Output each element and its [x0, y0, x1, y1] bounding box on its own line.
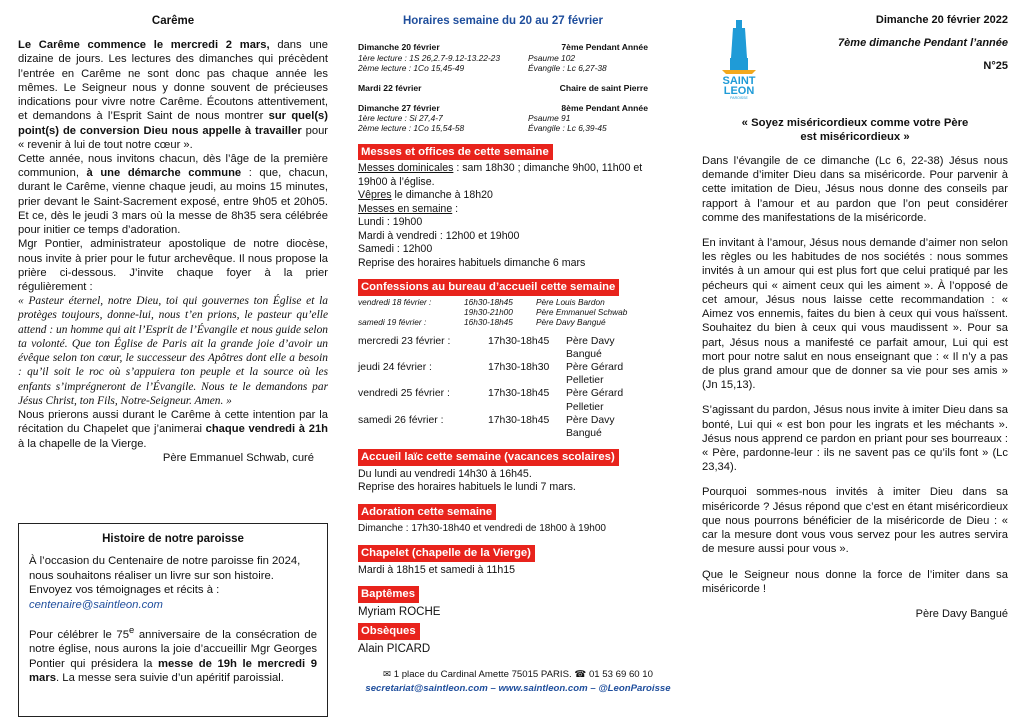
confession-priest: Père Davy Bangué [566, 335, 615, 360]
section-chapelet: Chapelet (chapelle de la Vierge) Mardi à 18h15 et samedi à 11h15 [358, 545, 648, 577]
confession-priest: Père Louis Bardon [536, 296, 605, 307]
edito-body [702, 154, 1008, 596]
confession-day: jeudi 24 février : [358, 362, 432, 374]
confession-row [358, 414, 648, 440]
confession-priest: Père Emmanuel Schwab [536, 306, 628, 317]
schedule-day-liturgy: 8ème Pendant Année [561, 103, 648, 114]
schedule-day [358, 42, 648, 72]
reading-left: 1ère lecture : 1S 26,2.7-9.12-13.22-23 [358, 52, 501, 63]
schedule-day [358, 103, 648, 133]
weekday-mass-line: Reprise des horaires habituels dimanche 6 mars [358, 256, 586, 269]
svg-text:PAROISSE: PAROISSE [730, 96, 748, 100]
chapelet-header: Chapelet (chapelle de la Vierge) [358, 545, 535, 561]
schedule-day-liturgy: 7ème Pendant Année [561, 42, 648, 53]
confession-row [358, 318, 648, 328]
edito-paragraph: S’agissant du pardon, Jésus nous invite à imiter Dieu dans sa bonté, Lui qui « est bon pour les ingrats et les méchants ». Jésus nous apprend ce pardon en priant pour ses bourreaux : « Père, pardonne-leur : ils ne savent pas ce qu’ils font » (Lc 23,34). [702, 404, 1008, 474]
confession-row [358, 387, 648, 413]
section-baptemes: Baptêmes Myriam ROCHE [358, 588, 441, 618]
adoration-header: Adoration cette semaine [358, 504, 496, 520]
edito-paragraph: Dans l’évangile de ce dimanche (Lc 6, 22-38) Jésus nous demande d’imiter Dieu dans sa miséricorde. Pour parvenir à cette imitation de Dieu, Jésus nous donne des conseils par rapport à l’amour et au pardon que l’on peut considérer comme des manifestations de la miséricorde. [702, 154, 1008, 224]
edito-paragraph: Que le Seigneur nous donne la force de l’imiter dans sa miséricorde ! [702, 568, 1008, 595]
schedule-day-header [358, 83, 648, 93]
schedule-day-header [358, 42, 648, 52]
schedule-day-header [358, 103, 648, 113]
confessions-first-week [358, 298, 648, 328]
weekday-masses [358, 216, 648, 270]
schedule-reading-row [358, 63, 648, 73]
confessions-second-week [358, 335, 648, 441]
confession-time: 16h30-18h45 [464, 296, 513, 307]
edito-headline: « Soyez miséricordieux comme votre Père est miséricordieux » [741, 116, 969, 143]
confession-time: 17h30-18h30 [488, 362, 550, 374]
schedule-day [358, 83, 648, 93]
edito-paragraph: Pourquoi sommes-nous invités à imiter Dieu dans sa miséricorde ? Jésus répond que c’est en étant miséricordieux que nous pourrons bénéficier de la miséricorde de Dieu : « car la mesure dont vous vous servez pour les autres servira de mesure aussi pour vous ». [702, 486, 1008, 556]
schedule-day-date: Dimanche 20 février [358, 42, 440, 53]
edito-signature: Père Davy Bangué [915, 608, 1008, 620]
prayer-text: « Pasteur éternel, notre Dieu, toi qui gouvernes ton Église et la protèges toujours, donne-lui, nous t’en prions, le pasteur qu’elle attend : un homme qui ait l’Esprit de l’Évangile et nous guide selon ta volonté. Que ton Église de Paris ait la grande joie d’avoir un évêque selon ton cœur, le successeur des Apôtres dont elle a besoin : qu’il soit le roc où s’appuiera ton peuple et la source où les enfants s’imprégneront de l’Évangile. Nous te le demandons par Jésus Christ, ton Fils, Notre-Seigneur. Amen. » [18, 295, 328, 407]
issue-number: N°25 [983, 60, 1008, 73]
confessions-header: Confessions au bureau d’accueil cette semaine [358, 279, 619, 295]
confession-time: 16h30-18h45 [464, 316, 513, 327]
history-box [18, 523, 328, 717]
section-adoration: Adoration cette semaine Dimanche : 17h30-18h40 et vendredi de 18h00 à 19h00 [358, 505, 606, 535]
horaires-title: Horaires semaine du 20 au 27 février [402, 15, 604, 27]
confession-row [358, 361, 648, 387]
sunday-name: 7ème dimanche Pendant l’année [838, 36, 1008, 49]
careme-signature: Père Emmanuel Schwab, curé [162, 451, 314, 464]
history-paragraph-1: À l’occasion du Centenaire de notre paroisse fin 2024, nous souhaitons réaliser un livre sur son histoire. Envoyez vos témoignages et récits à : [29, 555, 301, 597]
reading-left: 2ème lecture : 1Co 15,45-49 [358, 62, 465, 73]
weekday-mass-line: Mardi à vendredi : 12h00 et 19h00 [358, 229, 520, 242]
confession-time: 17h30-18h45 [488, 414, 550, 426]
confession-day: vendredi 25 février : [358, 388, 450, 400]
accueil-line: Reprise des horaires habituels le lundi 7 mars. [358, 481, 576, 494]
confession-day: samedi 26 février : [358, 414, 444, 426]
history-email-link[interactable]: centenaire@saintleon.com [29, 598, 163, 611]
schedule-reading-row [358, 123, 648, 133]
svg-text:LEON: LEON [723, 85, 755, 97]
confession-day: vendredi 18 février : [358, 296, 432, 307]
careme-title: Carême [151, 15, 195, 27]
reading-left: 1ère lecture : Si 27,4-7 [358, 113, 443, 124]
confession-time: 17h30-18h45 [488, 388, 550, 400]
schedule-day-date: Mardi 22 février [358, 82, 422, 93]
confession-row [358, 335, 648, 361]
reading-left: 2ème lecture : 1Co 15,54-58 [358, 123, 465, 134]
reading-right: Évangile : Lc 6,27-38 [528, 62, 607, 73]
history-title: Histoire de notre paroisse [102, 533, 244, 545]
confession-time: 19h30-21h00 [464, 306, 513, 317]
accueil-header: Accueil laïc cette semaine (vacances scolaires) [358, 449, 619, 465]
footer-links[interactable]: secretariat@saintleon.com – www.saintleon.com – @LeonParoisse [365, 682, 671, 694]
readings-schedule [358, 42, 648, 133]
svg-text:SAINT: SAINT [722, 75, 756, 87]
messes-header: Messes et offices de cette semaine [358, 144, 553, 160]
reading-right: Psaume 102 [528, 52, 576, 63]
section-messes: Messes et offices de cette semaine Messes dominicales : sam 18h30 ; dimanche 9h00, 11h00 et 19h00 à l’église. Vêpres le dimanche à 18h20 Messes en semaine : Lundi : 19h00 Mardi à vendredi : 12h00 et 19h00 Samedi : 12h00 Reprise des horaires habituels dimanche 6 mars [358, 144, 648, 271]
footer-address: ✉ 1 place du Cardinal Amette 75015 PARIS. ☎ 01 53 69 60 10 [383, 669, 653, 680]
obseques-header: Obsèques [358, 623, 420, 639]
careme-paragraph-3: Mgr Pontier, administrateur apostolique de notre diocèse, nous invite à prier pour le futur archevêque. Il nous propose la prière ci-dessous. J’invite chaque foyer à la prier régulièrement : [18, 238, 328, 293]
confession-priest: Père Gérard Pelletier [566, 362, 624, 387]
accueil-line: Du lundi au vendredi 14h30 à 16h45. [358, 467, 532, 480]
column-horaires [358, 14, 648, 665]
careme-paragraph-4: Nous prierons aussi durant le Carême à cette intention par la récitation du Chapelet que j’animerai chaque vendredi à 21h à la chapelle de la Vierge. [18, 409, 328, 450]
confession-day: samedi 19 février : [358, 316, 427, 327]
weekday-mass-line: Lundi : 19h00 [358, 216, 423, 229]
history-paragraph-2: Pour célébrer le 75e anniversaire de la consécration de notre église, nous aurons la joie d’accueillir Mgr Georges Pontier qui présidera la messe de 19h le mercredi 9 mars. La messe sera suivie d’un apéritif paroissial. [29, 624, 318, 685]
confession-time: 17h30-18h45 [488, 335, 550, 347]
footer [358, 668, 678, 696]
weekday-mass-line: Samedi : 12h00 [358, 243, 433, 256]
reading-right: Psaume 91 [528, 113, 571, 124]
edito-paragraph: En invitant à l’amour, Jésus nous demande d’aimer non selon les règles ou les habitudes de nos sociétés : nous sommes invités à un amour qui est plus fort que celui pratiqué par les pécheurs qui « aiment ceux qui les aiment ». À l’opposé de cet amour, Jésus nous laisse cette recommandation : « Aimez vos ennemis, faites du bien à ceux qui vous haïssent. Souhaitez du bien à ceux qui vous maudissent ». Pour sa part, Jésus nous a manifesté ce parfait amour, Lui qui est mort pour notre salut en nous enseignant que : « Il n’y a pas de plus grand amour que de donner sa vie pour ses amis » (Jn 15,13). [702, 236, 1008, 392]
column-careme [18, 14, 328, 465]
section-obseques: Obsèques Alain PICARD [358, 625, 431, 655]
schedule-day-liturgy: Chaire de saint Pierre [559, 82, 648, 93]
confession-priest: Père Gérard Pelletier [566, 388, 624, 413]
column-edito [702, 14, 1008, 622]
confession-priest: Père Davy Bangué [536, 316, 606, 327]
section-confessions [358, 279, 648, 440]
baptemes-header: Baptêmes [358, 586, 419, 602]
careme-paragraph-2: Cette année, nous invitons chacun, dès l’âge de la première communion, à une démarche commune : que, chacun, durant le Carême, vienne chaque jeudi, au moins 15 minutes, prier devant le Saint-Sacrement exposé, entre 9h05 et 20h05. Et ce, dès le jeudi 3 mars où la messe de 8h35 sera célébrée pour initier ce temps d’adoration. [18, 153, 328, 237]
schedule-reading-row [358, 53, 648, 63]
section-accueil [358, 449, 648, 495]
schedule-day-date: Dimanche 27 février [358, 103, 440, 114]
reading-right: Évangile : Lc 6,39-45 [528, 123, 607, 134]
careme-paragraph-1: Le Carême commence le mercredi 2 mars, dans une dizaine de jours. Les lectures des dimanches qui précèdent l’entrée en Carême ne sont donc pas chaque année les mêmes. Le Seigneur nous y donne souvent de précieuses indications pour vivre notre Carême. Écoutons attentivement, et demandons à l’Esprit Saint de nous montrer sur quel(s) point(s) de conversion Dieu nous appelle à travailler pour « revenir à lui de tout notre cœur ». [18, 39, 329, 151]
issue-date: Dimanche 20 février 2022 [875, 14, 1008, 26]
schedule-reading-row [358, 113, 648, 123]
confession-day: mercredi 23 février : [358, 335, 451, 347]
confession-priest: Père Davy Bangué [566, 414, 615, 440]
